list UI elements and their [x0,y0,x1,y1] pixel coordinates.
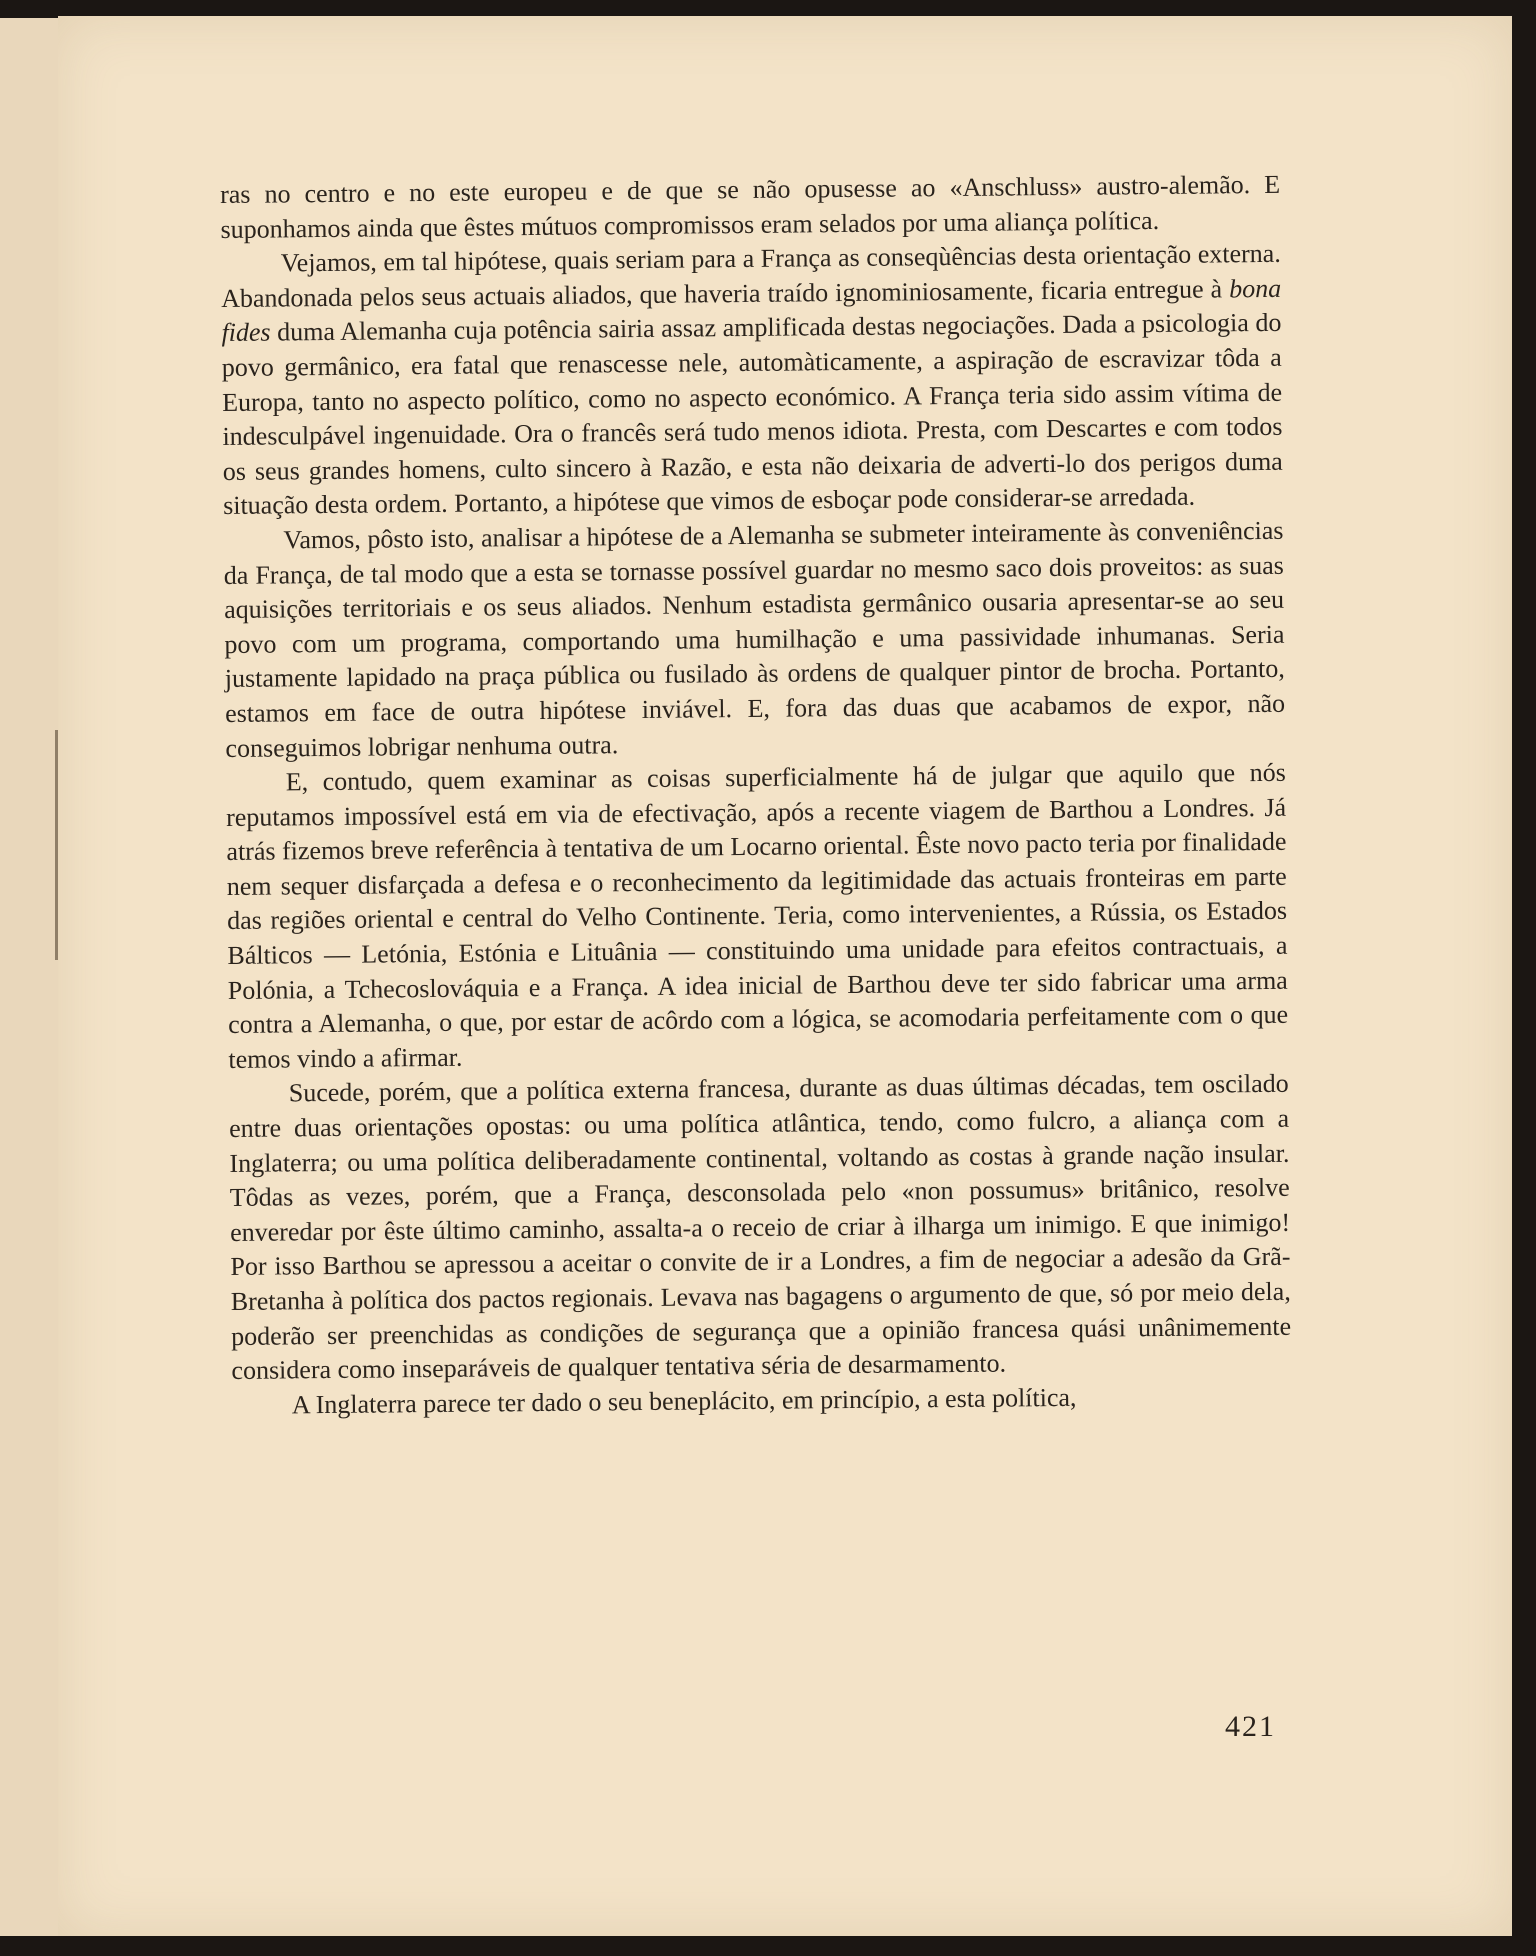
paragraph [221,237,1284,524]
facing-page-edge [0,18,64,1936]
paragraph-text: duma Alemanha cuja potência sairia assaz amplificada destas negociações. Dada a psicologia do povo germânico, era fatal que renascesse nele, automàticamente, a aspiração de escravizar tôda a Europa, tanto no aspecto político, como no aspecto económico. A França teria sido assim vítima de indesculpável ingenuidade. Ora o francês será tudo menos idiota. Presta, com Descartes e com todos os seus grandes homens, culto sincero à Razão, e esta não deixaria de adverti-lo dos perigos duma situação desta ordem. Portanto, a hipótese que vimos de esboçar pode considerar-se arredada. [221,308,1283,521]
paragraph-text: Vejamos, em tal hipótese, quais seriam para a França as conseqùências desta orientação externa. Abandonada pelos seus actuais aliados, que haveria traído ignominiosamente, ficaria entregue à [221,239,1281,313]
paragraph [223,514,1285,766]
body-text [220,168,1292,1423]
page-number: 421 [1225,1710,1276,1743]
italic-phrase: bona fides [221,273,1282,348]
paragraph [229,1067,1292,1389]
paragraph-text: Sucede, porém, que a política externa francesa, durante as duas últimas décadas, tem oscilado entre duas orientações opostas: ou uma política atlântica, tendo, como fulcro, a aliança com a Inglaterra; ou uma política deliberadamente continental, voltando as costas à grande nação insular. Tôdas as vezes, porém, que a França, desconsolada pelo «non possumus» britânico, resolve enveredar por êste último caminho, assalta-a o receio de criar à ilharga um inimigo. E que inimigo! Por isso Barthou se apressou a aceitar o convite de ir a Londres, a fim de negociar a adesão da Grã-Bretanha à política dos pactos regionais. Levava nas bagagens o argumento de que, só por meio dela, poderão ser preenchidas as condições de segurança que a opinião francesa quási unânimemente considera como inseparáveis de qualquer tentativa séria de desarmamento. [228,1069,1292,1386]
paragraph [220,168,1281,247]
paragraph [226,756,1289,1078]
paragraph-text: Vamos, pôsto isto, analisar a hipótese de a Alemanha se submeter inteiramente às conveniências da França, de tal modo que a esta se tornasse possível guardar no mesmo saco dois proveitos: as suas aquisições territoriais e os seus aliados. Nenhum estadista germânico ousaria apresentar-se ao seu povo com um programa, comportando uma humilhação e uma passividade inhumanas. Seria justamente lapidado na praça pública ou fusilado às ordens de qualquer pintor de brocha. Portanto, estamos em face de outra hipótese inviável. E, fora das duas que acabamos de expor, não conseguimos lobrigar nenhuma outra. [223,515,1286,763]
paragraph-text: E, contudo, quem examinar as coisas superficialmente há de julgar que aquilo que nós reputamos impossível está em via de efectivação, após a recente viagem de Barthou a Londres. Já atrás fizemos breve referência à tentativa de um Locarno oriental. Êste novo pacto teria por finalidade nem sequer disfarçada a defesa e o reconhecimento da legitimidade das actuais fronteiras em parte das regiões oriental e central do Velho Continente. Teria, como intervenientes, a Rússia, os Estados Bálticos — Letónia, Estónia e Lituânia — constituindo uma unidade para efeitos contractuais, a Polónia, a Tchecoslováquia e a França. A idea inicial de Barthou deve ter sido fabricar uma arma contra a Alemanha, o que, por estar de acôrdo com a lógica, se acomodaria perfeitamente com o que temos vindo a afirmar. [225,757,1289,1074]
paragraph-text: A Inglaterra parece ter dado o seu beneplácito, em princípio, a esta política, [291,1382,1077,1420]
paragraph-text: ras no centro e no este europeu e de que se não opusesse ao «Anschluss» austro-alemão. E suponhamos ainda que êstes mútuos compromissos eram selados por uma aliança política. [220,169,1281,244]
